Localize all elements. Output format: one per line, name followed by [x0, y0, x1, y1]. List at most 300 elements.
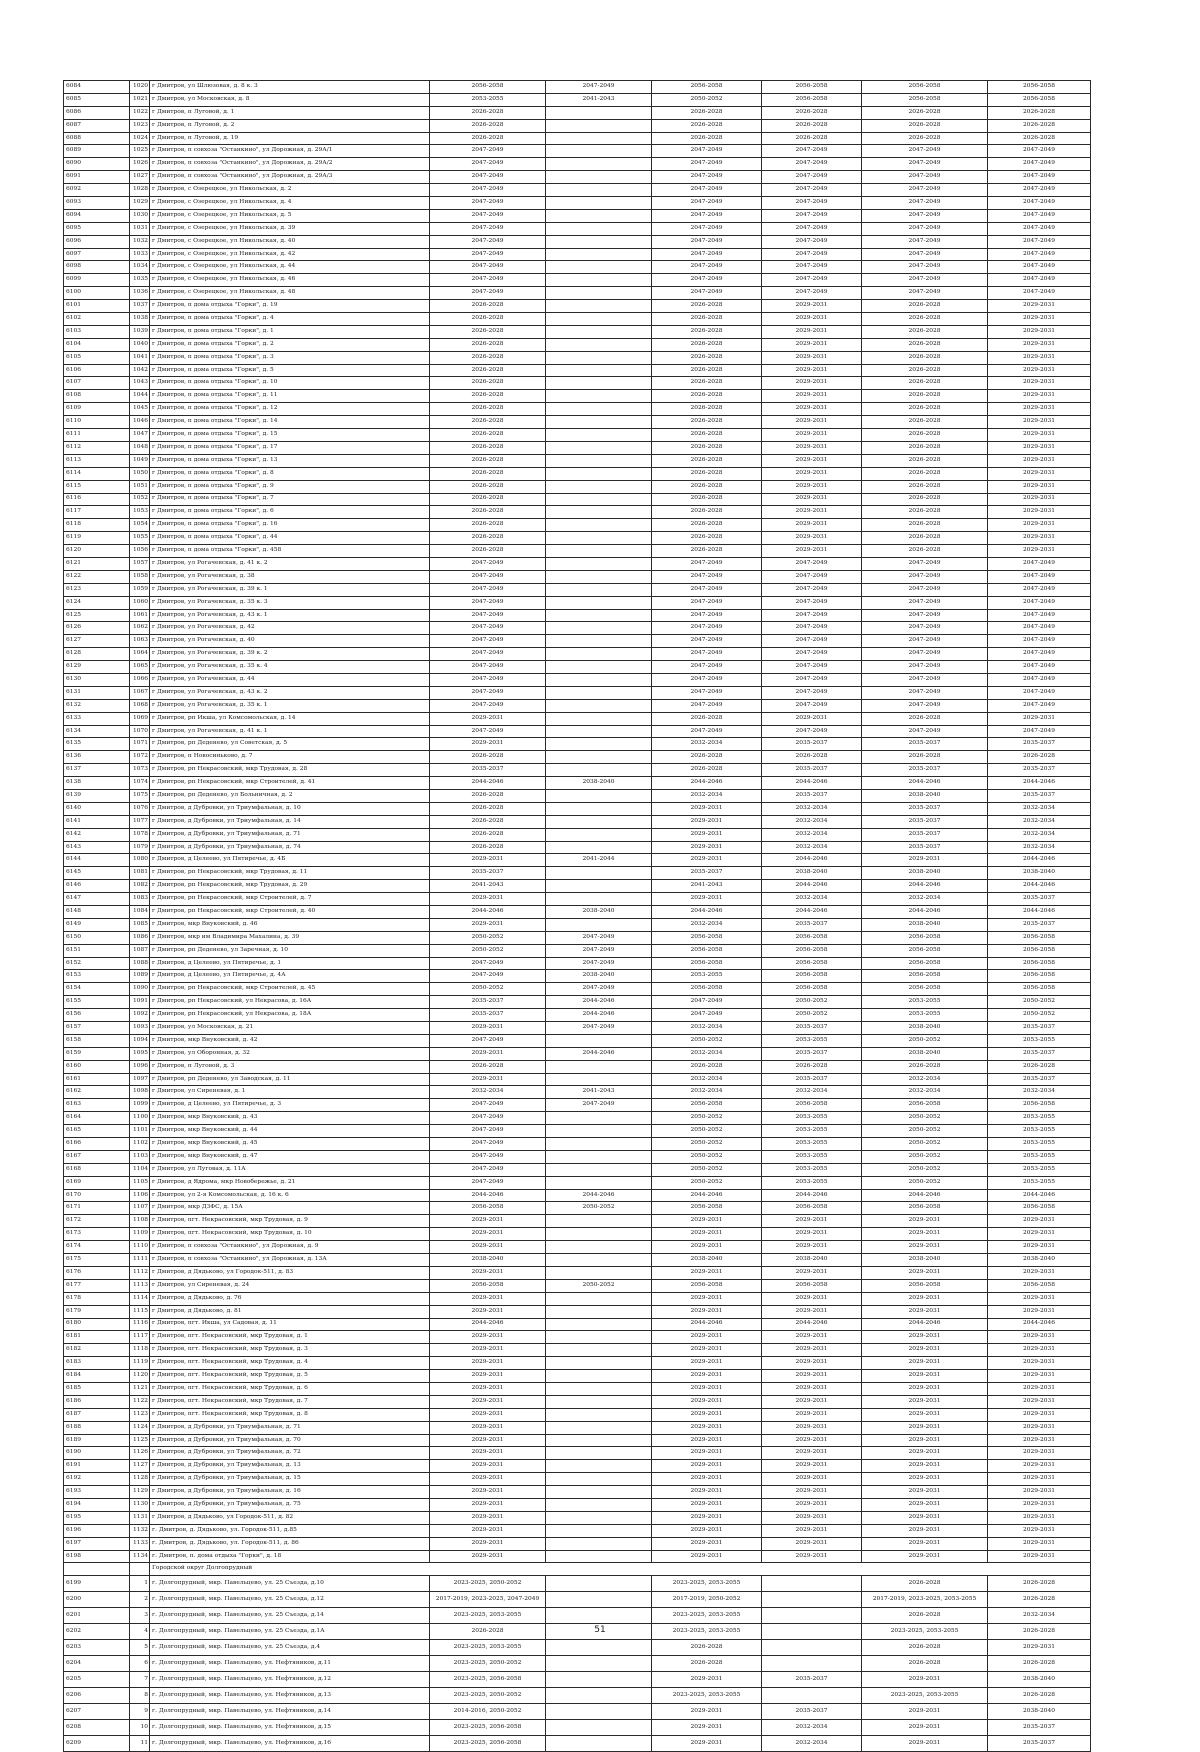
period-3-cell: 2029-2031: [652, 1736, 762, 1752]
period-4-cell: 2053-2055: [762, 1125, 862, 1138]
period-2-cell: [546, 1266, 652, 1279]
period-4-cell: 2047-2049: [762, 583, 862, 596]
period-4-cell: 2044-2046: [762, 1318, 862, 1331]
address-number-cell: 1026: [130, 158, 150, 171]
period-3-cell: 2050-2052: [652, 1112, 762, 1125]
period-1-cell: 2047-2049: [430, 622, 546, 635]
address-cell: г Дмитров, рп Икша, ул Комсомольская, д. 14: [150, 712, 430, 725]
period-5-cell: 2026-2028: [862, 351, 988, 364]
period-6-cell: 2035-2037: [988, 893, 1091, 906]
period-6-cell: 2026-2028: [988, 751, 1091, 764]
row-index-cell: 6195: [64, 1511, 130, 1524]
address-number-cell: 1130: [130, 1498, 150, 1511]
period-6-cell: 2029-2031: [988, 1305, 1091, 1318]
period-2-cell: [546, 132, 652, 145]
period-5-cell: 2026-2028: [862, 545, 988, 558]
row-index-cell: 6114: [64, 467, 130, 480]
period-3-cell: 2026-2028: [652, 132, 762, 145]
period-2-cell: [546, 1408, 652, 1421]
period-2-cell: [546, 635, 652, 648]
period-1-cell: 2029-2031: [430, 1357, 546, 1370]
period-6-cell: 2047-2049: [988, 622, 1091, 635]
period-5-cell: 2032-2034: [862, 1073, 988, 1086]
period-1-cell: 2047-2049: [430, 970, 546, 983]
address-number-cell: 1094: [130, 1034, 150, 1047]
period-2-cell: [546, 532, 652, 545]
period-1-cell: 2053-2055: [430, 93, 546, 106]
table-row: [64, 699, 1091, 712]
period-5-cell: 2047-2049: [862, 222, 988, 235]
period-5-cell: 2035-2037: [862, 841, 988, 854]
period-6-cell: 2026-2028: [988, 1656, 1091, 1672]
period-4-cell: 2029-2031: [762, 1266, 862, 1279]
period-3-cell: 2029-2031: [652, 841, 762, 854]
period-6-cell: 2044-2046: [988, 777, 1091, 790]
period-4-cell: 2047-2049: [762, 197, 862, 210]
period-4-cell: 2047-2049: [762, 287, 862, 300]
address-cell: г Дмитров, п дома отдыха "Горки", д. 10: [150, 377, 430, 390]
period-2-cell: [546, 661, 652, 674]
period-6-cell: 2029-2031: [988, 313, 1091, 326]
period-4-cell: 2035-2037: [762, 789, 862, 802]
period-6-cell: 2029-2031: [988, 1640, 1091, 1656]
period-1-cell: 2047-2049: [430, 235, 546, 248]
period-6-cell: 2029-2031: [988, 1473, 1091, 1486]
period-2-cell: [546, 802, 652, 815]
table-row: [64, 1241, 1091, 1254]
address-number-cell: 1087: [130, 944, 150, 957]
period-3-cell: 2053-2055: [652, 970, 762, 983]
row-index-cell: 6105: [64, 351, 130, 364]
period-4-cell: 2032-2034: [762, 1736, 862, 1752]
table-row: [64, 570, 1091, 583]
period-1-cell: 2047-2049: [430, 596, 546, 609]
period-1-cell: 2026-2028: [430, 338, 546, 351]
period-4-cell: 2047-2049: [762, 209, 862, 222]
table-row: [64, 648, 1091, 661]
period-6-cell: 2053-2055: [988, 1163, 1091, 1176]
address-cell: г Дмитров, с Озерецкое, ул Никольская, д. 46: [150, 274, 430, 287]
row-index-cell: 6122: [64, 570, 130, 583]
period-3-cell: 2038-2040: [652, 1254, 762, 1267]
row-index-cell: 6189: [64, 1434, 130, 1447]
period-6-cell: 2026-2028: [988, 1060, 1091, 1073]
period-1-cell: 2029-2031: [430, 1344, 546, 1357]
period-1-cell: 2023-2025, 2053-2055: [430, 1608, 546, 1624]
period-2-cell: [546, 545, 652, 558]
period-6-cell: 2029-2031: [988, 1292, 1091, 1305]
period-2-cell: [546, 1576, 652, 1592]
address-number-cell: 7: [130, 1672, 150, 1688]
period-4-cell: 2029-2031: [762, 325, 862, 338]
period-3-cell: 2029-2031: [652, 854, 762, 867]
period-5-cell: 2044-2046: [862, 777, 988, 790]
period-1-cell: 2029-2031: [430, 1537, 546, 1550]
period-5-cell: 2032-2034: [862, 893, 988, 906]
table-row: [64, 1511, 1091, 1524]
row-index-cell: 6132: [64, 699, 130, 712]
period-3-cell: 2029-2031: [652, 815, 762, 828]
period-1-cell: 2047-2049: [430, 1034, 546, 1047]
period-6-cell: 2026-2028: [988, 119, 1091, 132]
address-cell: г Дмитров, мкр Внуковский, д. 47: [150, 1150, 430, 1163]
period-4-cell: 2029-2031: [762, 1550, 862, 1563]
address-cell: г Дмитров, пгт. Некрасовский, мкр Трудовая, д. 1: [150, 1331, 430, 1344]
row-index-cell: 6163: [64, 1099, 130, 1112]
address-cell: г Дмитров, пгт. Некрасовский, мкр Трудовая, д. 5: [150, 1370, 430, 1383]
period-2-cell: [546, 764, 652, 777]
period-5-cell: 2047-2049: [862, 609, 988, 622]
address-cell: г Дмитров, п совхоза "Останкино", ул Дорожная, д. 13А: [150, 1254, 430, 1267]
period-5-cell: 2050-2052: [862, 1112, 988, 1125]
period-6-cell: 2032-2034: [988, 841, 1091, 854]
period-3-cell: 2029-2031: [652, 1331, 762, 1344]
address-number-cell: 8: [130, 1688, 150, 1704]
table-row: [64, 673, 1091, 686]
period-1-cell: 2023-2025, 2050-2052: [430, 1688, 546, 1704]
period-4-cell: [762, 1624, 862, 1640]
period-3-cell: 2047-2049: [652, 222, 762, 235]
period-6-cell: 2032-2034: [988, 1086, 1091, 1099]
period-5-cell: 2050-2052: [862, 1150, 988, 1163]
period-1-cell: 2029-2031: [430, 1241, 546, 1254]
period-4-cell: [762, 1576, 862, 1592]
period-6-cell: 2053-2055: [988, 1034, 1091, 1047]
period-1-cell: 2023-2025, 2050-2052: [430, 1576, 546, 1592]
period-5-cell: 2050-2052: [862, 1163, 988, 1176]
row-index-cell: 6182: [64, 1344, 130, 1357]
period-3-cell: 2056-2058: [652, 1279, 762, 1292]
row-index-cell: 6192: [64, 1473, 130, 1486]
period-3-cell: 2026-2028: [652, 351, 762, 364]
period-2-cell: [546, 467, 652, 480]
period-5-cell: 2023-2025, 2053-2055: [862, 1624, 988, 1640]
period-1-cell: 2026-2028: [430, 313, 546, 326]
table-row: [64, 261, 1091, 274]
period-4-cell: 2029-2031: [762, 1486, 862, 1499]
period-1-cell: 2026-2028: [430, 377, 546, 390]
table-row: [64, 545, 1091, 558]
period-2-cell: 2038-2040: [546, 906, 652, 919]
period-1-cell: 2026-2028: [430, 429, 546, 442]
period-6-cell: 2035-2037: [988, 764, 1091, 777]
period-1-cell: 2032-2034: [430, 1086, 546, 1099]
address-number-cell: 1052: [130, 493, 150, 506]
period-3-cell: 2029-2031: [652, 802, 762, 815]
period-6-cell: 2047-2049: [988, 635, 1091, 648]
period-4-cell: 2026-2028: [762, 132, 862, 145]
period-5-cell: 2050-2052: [862, 1138, 988, 1151]
address-cell: г Дмитров, п дома отдыха "Горки", д. 6: [150, 506, 430, 519]
table-row: [64, 764, 1091, 777]
table-row: [64, 274, 1091, 287]
row-index-cell: 6207: [64, 1704, 130, 1720]
period-6-cell: 2053-2055: [988, 1138, 1091, 1151]
address-cell: г Дмитров, ул Рогачевская, д. 35 к. 4: [150, 661, 430, 674]
table-row: [64, 751, 1091, 764]
row-index-cell: 6180: [64, 1318, 130, 1331]
period-5-cell: 2056-2058: [862, 983, 988, 996]
address-cell: г Дмитров, ул Луговая, д. 11А: [150, 1163, 430, 1176]
period-4-cell: 2029-2031: [762, 1292, 862, 1305]
period-5-cell: 2053-2055: [862, 996, 988, 1009]
period-1-cell: 2026-2028: [430, 545, 546, 558]
period-2-cell: 2047-2049: [546, 944, 652, 957]
address-number-cell: 4: [130, 1624, 150, 1640]
period-5-cell: 2026-2028: [862, 390, 988, 403]
period-1-cell: 2029-2031: [430, 1408, 546, 1421]
period-6-cell: 2029-2031: [988, 1344, 1091, 1357]
period-6-cell: 2035-2037: [988, 1073, 1091, 1086]
row-index-cell: 6116: [64, 493, 130, 506]
address-number-cell: 1: [130, 1576, 150, 1592]
period-5-cell: 2056-2058: [862, 970, 988, 983]
table-row: [64, 854, 1091, 867]
address-cell: г Дмитров, п Новосиньково, д. 7: [150, 751, 430, 764]
table-row: [64, 1447, 1091, 1460]
address-cell: г Дмитров, п дома отдыха "Горки", д. 2: [150, 338, 430, 351]
period-5-cell: 2047-2049: [862, 699, 988, 712]
row-index-cell: 6162: [64, 1086, 130, 1099]
period-4-cell: 2035-2037: [762, 918, 862, 931]
period-4-cell: 2047-2049: [762, 274, 862, 287]
row-index-cell: 6175: [64, 1254, 130, 1267]
address-number-cell: 1108: [130, 1215, 150, 1228]
period-1-cell: 2026-2028: [430, 467, 546, 480]
period-4-cell: 2053-2055: [762, 1176, 862, 1189]
period-1-cell: 2026-2028: [430, 480, 546, 493]
period-4-cell: 2035-2037: [762, 1047, 862, 1060]
period-5-cell: 2026-2028: [862, 106, 988, 119]
address-number-cell: 1041: [130, 351, 150, 364]
period-4-cell: 2047-2049: [762, 570, 862, 583]
period-3-cell: 2047-2049: [652, 145, 762, 158]
period-6-cell: 2029-2031: [988, 1228, 1091, 1241]
table-row: [64, 441, 1091, 454]
address-cell: г Дмитров, д Дубровки, ул Триумфальная, д. 10: [150, 802, 430, 815]
period-6-cell: 2047-2049: [988, 673, 1091, 686]
period-3-cell: 2029-2031: [652, 1357, 762, 1370]
period-4-cell: 2029-2031: [762, 1460, 862, 1473]
period-4-cell: 2056-2058: [762, 1099, 862, 1112]
address-cell: г Дмитров, с Озерецкое, ул Никольская, д. 4: [150, 197, 430, 210]
period-6-cell: 2029-2031: [988, 338, 1091, 351]
period-6-cell: 2032-2034: [988, 828, 1091, 841]
period-6-cell: 2047-2049: [988, 209, 1091, 222]
period-3-cell: 2047-2049: [652, 287, 762, 300]
period-4-cell: 2026-2028: [762, 106, 862, 119]
row-index-cell: 6209: [64, 1736, 130, 1752]
address-cell: г Дмитров, д Целеево, ул Пятиречье, д. 1: [150, 957, 430, 970]
period-4-cell: 2029-2031: [762, 1537, 862, 1550]
period-2-cell: [546, 171, 652, 184]
period-2-cell: 2050-2052: [546, 1279, 652, 1292]
table-row: [64, 1022, 1091, 1035]
period-5-cell: 2047-2049: [862, 648, 988, 661]
period-6-cell: 2056-2058: [988, 1202, 1091, 1215]
row-index-cell: 6160: [64, 1060, 130, 1073]
period-4-cell: 2050-2052: [762, 1009, 862, 1022]
address-cell: г Дмитров, д Дубровки, ул Триумфальная, д. 15: [150, 1473, 430, 1486]
address-number-cell: 1088: [130, 957, 150, 970]
period-6-cell: 2029-2031: [988, 493, 1091, 506]
period-2-cell: 2038-2040: [546, 970, 652, 983]
address-cell: г Дмитров, мкр им Владимира Махалина, д. 39: [150, 931, 430, 944]
address-number-cell: 1099: [130, 1099, 150, 1112]
period-4-cell: 2029-2031: [762, 441, 862, 454]
address-number-cell: 1034: [130, 261, 150, 274]
address-number-cell: 3: [130, 1608, 150, 1624]
period-4-cell: 2035-2037: [762, 764, 862, 777]
row-index-cell: 6200: [64, 1592, 130, 1608]
row-index-cell: 6113: [64, 454, 130, 467]
table-row: [64, 287, 1091, 300]
period-6-cell: 2029-2031: [988, 1511, 1091, 1524]
period-5-cell: 2026-2028: [862, 454, 988, 467]
row-index-cell: 6104: [64, 338, 130, 351]
period-5-cell: 2026-2028: [862, 1656, 988, 1672]
row-index-cell: 6168: [64, 1163, 130, 1176]
table-row: [64, 802, 1091, 815]
period-4-cell: 2032-2034: [762, 815, 862, 828]
period-5-cell: 2035-2037: [862, 815, 988, 828]
address-number-cell: 1056: [130, 545, 150, 558]
period-2-cell: [546, 1608, 652, 1624]
period-6-cell: 2047-2049: [988, 222, 1091, 235]
district-label: Городской округ Долгопрудный: [150, 1563, 1091, 1576]
period-5-cell: 2056-2058: [862, 1279, 988, 1292]
address-number-cell: 1079: [130, 841, 150, 854]
address-cell: г Дмитров, ул Сиреневая, д. 1: [150, 1086, 430, 1099]
period-1-cell: 2050-2052: [430, 931, 546, 944]
period-1-cell: 2047-2049: [430, 725, 546, 738]
period-4-cell: 2032-2034: [762, 1086, 862, 1099]
address-number-cell: 1125: [130, 1434, 150, 1447]
row-index-cell: 6166: [64, 1138, 130, 1151]
period-5-cell: 2029-2031: [862, 1421, 988, 1434]
period-5-cell: 2026-2028: [862, 313, 988, 326]
period-4-cell: [762, 1640, 862, 1656]
period-3-cell: 2017-2019, 2050-2052: [652, 1592, 762, 1608]
period-5-cell: 2026-2028: [862, 480, 988, 493]
period-5-cell: 2026-2028: [862, 338, 988, 351]
period-5-cell: 2047-2049: [862, 287, 988, 300]
address-cell: г Дмитров, с Озерецкое, ул Никольская, д. 48: [150, 287, 430, 300]
address-number-cell: 1078: [130, 828, 150, 841]
period-3-cell: 2047-2049: [652, 197, 762, 210]
period-1-cell: 2014-2016, 2050-2052: [430, 1704, 546, 1720]
period-5-cell: 2029-2031: [862, 1704, 988, 1720]
address-number-cell: 1031: [130, 222, 150, 235]
period-1-cell: 2047-2049: [430, 686, 546, 699]
period-3-cell: 2026-2028: [652, 519, 762, 532]
period-1-cell: 2029-2031: [430, 1434, 546, 1447]
period-1-cell: 2047-2049: [430, 1112, 546, 1125]
address-cell: г Дмитров, пгт. Некрасовский, мкр Трудовая, д. 7: [150, 1395, 430, 1408]
period-6-cell: 2047-2049: [988, 235, 1091, 248]
row-index-cell: 6117: [64, 506, 130, 519]
table-row: [64, 1550, 1091, 1563]
period-3-cell: 2047-2049: [652, 209, 762, 222]
row-index-cell: 6108: [64, 390, 130, 403]
period-6-cell: 2029-2031: [988, 712, 1091, 725]
table-row: [64, 867, 1091, 880]
period-2-cell: [546, 1163, 652, 1176]
address-number-cell: 1025: [130, 145, 150, 158]
period-3-cell: 2029-2031: [652, 1421, 762, 1434]
table-row: [64, 1498, 1091, 1511]
period-1-cell: 2026-2028: [430, 416, 546, 429]
row-index-cell: 6165: [64, 1125, 130, 1138]
table-row: [64, 635, 1091, 648]
period-3-cell: 2029-2031: [652, 1473, 762, 1486]
address-cell: г Дмитров, ул Рогачевская, д. 39 к. 1: [150, 583, 430, 596]
period-3-cell: 2047-2049: [652, 635, 762, 648]
period-1-cell: 2047-2049: [430, 222, 546, 235]
table-row: [64, 1112, 1091, 1125]
address-number-cell: 1072: [130, 751, 150, 764]
address-number-cell: 1093: [130, 1022, 150, 1035]
period-2-cell: [546, 596, 652, 609]
period-5-cell: 2026-2028: [862, 1608, 988, 1624]
row-index-cell: 6121: [64, 557, 130, 570]
row-index-cell: 6110: [64, 416, 130, 429]
table-row: [64, 158, 1091, 171]
table-row: [64, 1720, 1091, 1736]
period-3-cell: 2050-2052: [652, 1125, 762, 1138]
period-4-cell: 2053-2055: [762, 1034, 862, 1047]
row-index-cell: 6143: [64, 841, 130, 854]
period-4-cell: 2047-2049: [762, 622, 862, 635]
address-cell: г. Долгопрудный, мкр. Павельцево, ул. 25 Съезда, д.12: [150, 1592, 430, 1608]
address-number-cell: 1103: [130, 1150, 150, 1163]
table-row: [64, 1608, 1091, 1624]
period-1-cell: 2050-2052: [430, 944, 546, 957]
address-cell: г Дмитров, д Дядьково, ул Городок-511, д. 82: [150, 1511, 430, 1524]
row-index-cell: 6119: [64, 532, 130, 545]
period-4-cell: 2047-2049: [762, 222, 862, 235]
period-5-cell: 2029-2031: [862, 1511, 988, 1524]
row-index-cell: 6196: [64, 1524, 130, 1537]
period-1-cell: 2044-2046: [430, 777, 546, 790]
table-row: [64, 1434, 1091, 1447]
period-5-cell: 2026-2028: [862, 364, 988, 377]
period-3-cell: 2023-2025, 2053-2055: [652, 1624, 762, 1640]
period-5-cell: 2047-2049: [862, 570, 988, 583]
period-2-cell: 2041-2043: [546, 93, 652, 106]
period-3-cell: 2029-2031: [652, 893, 762, 906]
address-cell: г Дмитров, д Ядрома, мкр Новобережье, д. 21: [150, 1176, 430, 1189]
period-2-cell: 2044-2046: [546, 1047, 652, 1060]
period-1-cell: 2026-2028: [430, 364, 546, 377]
address-number-cell: 1076: [130, 802, 150, 815]
period-5-cell: 2047-2049: [862, 673, 988, 686]
table-row: [64, 1163, 1091, 1176]
address-cell: г Дмитров, п дома отдыха "Горки", д. 5: [150, 364, 430, 377]
period-6-cell: 2035-2037: [988, 1736, 1091, 1752]
period-1-cell: 2029-2031: [430, 893, 546, 906]
period-6-cell: 2029-2031: [988, 1434, 1091, 1447]
address-cell: г Дмитров, рп Некрасовский, мкр Трудовая, д. 29: [150, 880, 430, 893]
table-row: [64, 1421, 1091, 1434]
table-row: [64, 1305, 1091, 1318]
address-cell: г. Долгопрудный, мкр. Павельцево, ул. 25 Съезда, д.10: [150, 1576, 430, 1592]
period-6-cell: 2056-2058: [988, 983, 1091, 996]
period-5-cell: 2038-2040: [862, 1047, 988, 1060]
period-4-cell: 2056-2058: [762, 1279, 862, 1292]
period-2-cell: 2050-2052: [546, 1202, 652, 1215]
period-6-cell: 2035-2037: [988, 918, 1091, 931]
